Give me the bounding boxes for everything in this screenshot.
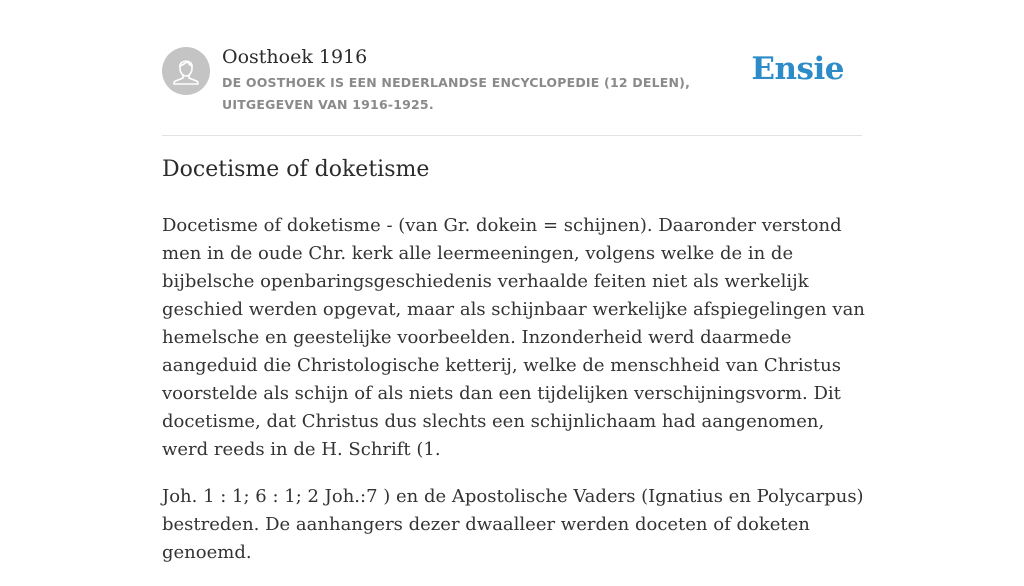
- user-icon: [162, 47, 210, 95]
- article-paragraph: Docetisme of doketisme - (van Gr. dokein = schijnen). Daaronder verstond men in de oude Chr. kerk alle leermeeningen, volgens welke de in de bijbelsche openbaringsgeschiedenis verhaalde feiten niet als werkelijk geschied werden opgevat, maar als schijnbaar werkelijke afspiegelingen van hemelsche en geestelijke voorbeelden. Inzonderheid werd daarmede aangeduid die Christologische ketterij, welke de menschheid van Christus voorstelde als schijn of als niets dan een tijdelijken verschijningsvorm. Dit docetisme, dat Christus dus slechts een schijnlichaam had aangenomen, werd reeds in de H. Schrift (1.: [162, 215, 865, 460]
- ensie-logo[interactable]: Ensie: [751, 51, 844, 87]
- page-container: [162, 0, 865, 563]
- source-name[interactable]: Oosthoek 1916: [222, 46, 368, 68]
- article-title: Docetisme of doketisme: [162, 157, 430, 182]
- article-paragraph: Joh. 1 : 1; 6 : 1; 2 Joh.:7 ) en de Apostolische Vaders (Ignatius en Polycarpus) bestreden. De aanhangers dezer dwaalleer werden doceten of doketen genoemd.: [162, 486, 864, 563]
- source-header: [162, 0, 862, 136]
- source-description: DE OOSTHOEK IS EEN NEDERLANDSE ENCYCLOPEDIE (12 DELEN), UITGEGEVEN VAN 1916-1925.: [222, 75, 691, 112]
- article-body: [162, 212, 867, 586]
- source-avatar[interactable]: [162, 47, 210, 95]
